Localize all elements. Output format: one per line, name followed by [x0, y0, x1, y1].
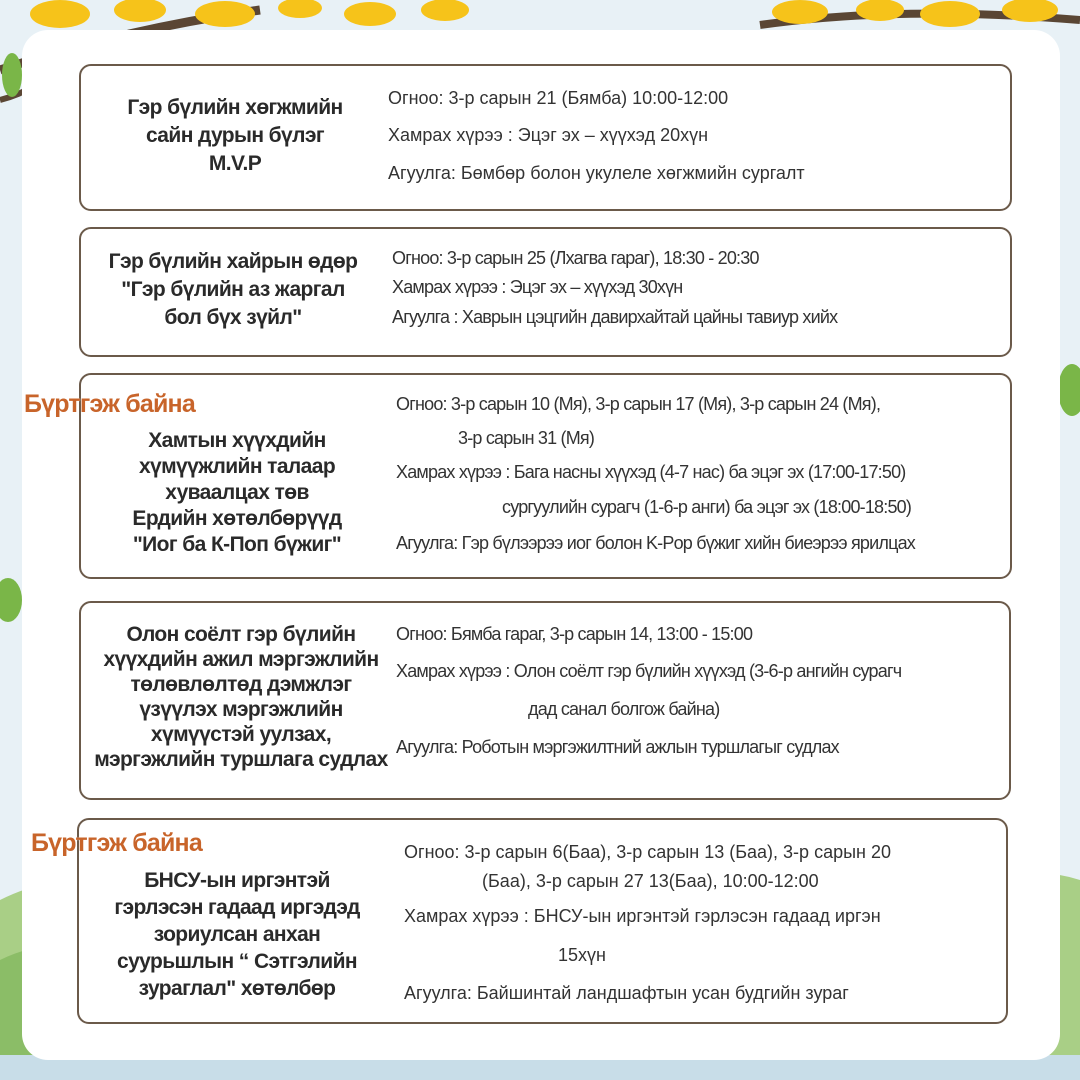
registration-badge: Бүртгэж байна: [24, 390, 195, 418]
registration-badge: Бүртгэж байна: [31, 829, 202, 857]
program-title: Олон соёлт гэр бүлийн хүүхдийн ажил мэргэжлийн төлөвлөлтөд дэмжлэг үзүүлэх мэргэжлийн хүмүүстэй уулзах, мэргэжлийн туршлага судлах: [94, 623, 388, 771]
program-audience: Хамрах хүрээ : Бага насны хүүхэд (4-7 нас) ба эцэг эх (17:00-17:50): [396, 462, 906, 482]
program-audience: Хамрах хүрээ : Эцэг эх – хүүхэд 20хүн: [388, 125, 709, 145]
program-content: Агуулга : Хаврын цэцгийн давирхайтай цайны тавиур хийх: [392, 307, 838, 327]
program-audience-cont: сургуулийн сурагч (1-6-р анги) ба эцэг эх (18:00-18:50): [502, 497, 912, 517]
program-date-cont: (Баа), 3-р сарын 27 13(Баа), 10:00-12:00: [482, 871, 819, 891]
program-content: Агуулга: Бөмбөр болон укулеле хөгжмийн сургалт: [388, 163, 805, 183]
program-date: Огноо: 3-р сарын 10 (Мя), 3-р сарын 17 (Мя), 3-р сарын 24 (Мя),: [396, 394, 881, 414]
program-content: Агуулга: Роботын мэргэжилтний ажлын туршлагыг судлах: [396, 737, 839, 757]
program-title: БНСУ-ын иргэнтэй гэрлэсэн гадаад иргэдэд зориулсан анхан суурьшлын “ Сэтгэлийн зураглал" хөтөлбөр: [114, 869, 360, 1000]
program-date-cont: 3-р сарын 31 (Мя): [458, 428, 595, 448]
program-audience: Хамрах хүрээ : Олон соёлт гэр бүлийн хүүхэд (3-6-р ангийн сурагч: [396, 661, 902, 681]
program-audience-cont: 15хүн: [558, 945, 606, 965]
program-title: Хамтын хүүхдийн хүмүүжлийн талаар хуваалцах төв Ердийн хөтөлбөрүүд "Иог ба К-Поп бүжиг": [132, 429, 342, 556]
program-audience: Хамрах хүрээ : Эцэг эх – хүүхэд 30хүн: [392, 277, 683, 297]
program-title: Гэр бүлийн хайрын өдөр "Гэр бүлийн аз жаргал бол бүх зүйл": [108, 250, 358, 329]
program-content: Агуулга: Байшинтай ландшафтын усан будгийн зураг: [404, 983, 849, 1003]
program-content: Агуулга: Гэр бүлээрээ иог болон K-Pop бүжиг хийн биеэрээ ярилцах: [396, 533, 916, 553]
program-audience-cont: дад санал болгож байна): [528, 699, 720, 719]
program-date: Огноо: 3-р сарын 6(Баа), 3-р сарын 13 (Баа), 3-р сарын 20: [404, 842, 891, 862]
program-date: Огноо: 3-р сарын 21 (Бямба) 10:00-12:00: [388, 88, 729, 108]
program-audience: Хамрах хүрээ : БНСУ-ын иргэнтэй гэрлэсэн гадаад иргэн: [404, 906, 881, 926]
program-date: Огноо: Бямба гараг, 3-р сарын 14, 13:00 - 15:00: [396, 624, 753, 644]
program-date: Огноо: 3-р сарын 25 (Лхагва гараг), 18:30 - 20:30: [392, 248, 759, 268]
program-title: Гэр бүлийн хөгжмийн сайн дурын бүлэг M.V.P: [127, 96, 343, 175]
